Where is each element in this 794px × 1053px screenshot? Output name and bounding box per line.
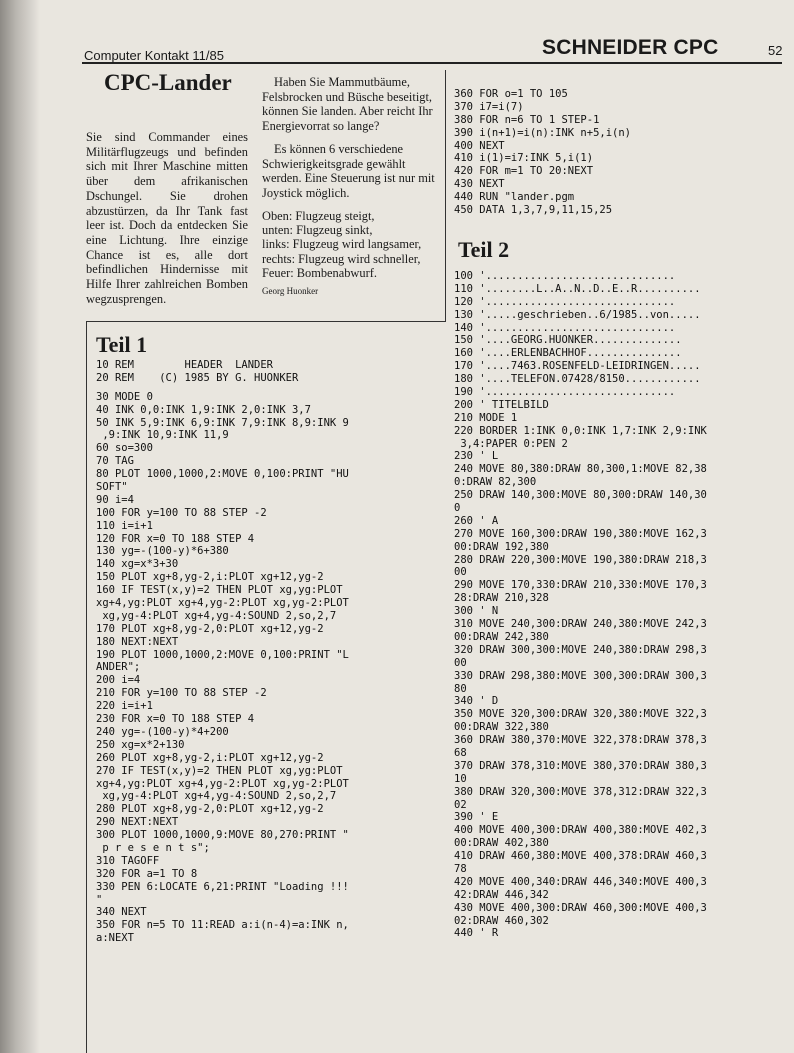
code-line: 180 NEXT:NEXT — [96, 635, 179, 648]
code-line: 00 — [454, 566, 467, 579]
code-line: 20 REM (C) 1985 BY G. HUONKER — [96, 371, 299, 384]
listing-teil2 — [454, 270, 707, 940]
code-line: 70 TAG — [96, 455, 134, 468]
code-line: 220 BORDER 1:INK 0,0:INK 1,7:INK 2,9:INK — [454, 424, 707, 437]
paragraph-3: Es können 6 verschiedene Schwierigkeitsgrade gewählt werden. Eine Steuerung ist nur mit Joystick möglich. — [262, 141, 435, 200]
code-line: " — [96, 893, 103, 906]
paragraph-2: Haben Sie Mammutbäume, Felsbrocken und Büsche beseitigt, können Sie landen. Aber reicht Ihr Energievorrat so lange? — [262, 75, 433, 134]
article-title: CPC-Lander — [104, 70, 232, 95]
code-line: 440 ' R — [454, 927, 499, 940]
code-line: 160 IF TEST(x,y)=2 THEN PLOT xg,yg:PLOT — [96, 584, 343, 597]
code-line: 320 DRAW 300,300:MOVE 240,380:DRAW 298,3 — [454, 643, 707, 656]
code-line: 78 — [454, 862, 467, 875]
code-line: xg,yg-4:PLOT xg+4,yg-4:SOUND 2,so,2,7 — [96, 609, 337, 622]
control-left: links: Flugzeug wird langsamer, — [262, 237, 422, 252]
code-line: 3,4:PAPER 0:PEN 2 — [454, 437, 568, 450]
code-line: xg+4,yg:PLOT xg+4,yg-2:PLOT xg,yg-2:PLOT — [96, 597, 349, 610]
code-line: 400 NEXT — [454, 139, 505, 152]
code-line: 320 FOR a=1 TO 8 — [96, 867, 198, 880]
code-line: 160 '....ERLENBACHHOF............... — [454, 347, 682, 360]
code-line: 0:DRAW 82,300 — [454, 476, 537, 489]
code-line: 130 '.....geschrieben..6/1985..von..... — [454, 308, 701, 321]
code-line: 290 NEXT:NEXT — [96, 816, 179, 829]
code-line: 280 PLOT xg+8,yg-2,0:PLOT xg+12,yg-2 — [96, 803, 324, 816]
code-line: 450 DATA 1,3,7,9,11,15,25 — [454, 204, 613, 217]
code-line: 410 i(1)=i7:INK 5,i(1) — [454, 152, 594, 165]
code-line: 140 '.............................. — [454, 321, 676, 334]
code-line: 340 ' D — [454, 695, 499, 708]
listing-teil1 — [96, 359, 349, 945]
code-line: 50 INK 5,9:INK 6,9:INK 7,9:INK 8,9:INK 9 — [96, 416, 349, 429]
code-line: 00:DRAW 322,380 — [454, 721, 549, 734]
code-line: 310 MOVE 240,300:DRAW 240,380:MOVE 242,3 — [454, 618, 707, 631]
code-line: 210 MODE 1 — [454, 411, 518, 424]
code-line: 00:DRAW 242,380 — [454, 630, 549, 643]
code-line: 290 MOVE 170,330:DRAW 210,330:MOVE 170,3 — [454, 579, 707, 592]
code-line: 280 DRAW 220,300:MOVE 190,380:DRAW 218,3 — [454, 553, 707, 566]
code-line: ,9:INK 10,9:INK 11,9 — [96, 429, 229, 442]
code-line: 60 so=300 — [96, 442, 153, 455]
intro-paragraph: Sie sind Commander eines Militärflugzeugs und befinden sich mit Ihrer Maschine mitten über dem afrikanischen Dschungel. Sie drohen abzustürzen, da Ihr Tank fast leer ist. Doch da entdecken Sie eine Lichtung. Ihre einzige Chance ist es, alle dort befindlichen Hindernisse mit Hilfe Ihrer zahlreichen Bomben wegzusprengen. — [86, 130, 248, 306]
section-title: SCHNEIDER CPC — [542, 36, 719, 59]
article-column-2 — [262, 75, 440, 299]
article-column-1 — [86, 130, 248, 314]
code-line: ANDER"; — [96, 661, 141, 674]
code-line: 10 REM HEADER LANDER — [96, 359, 274, 371]
code-line: 390 i(n+1)=i(n):INK n+5,i(n) — [454, 126, 632, 139]
control-down: unten: Flugzeug sinkt, — [262, 222, 373, 237]
code-line: 270 IF TEST(x,y)=2 THEN PLOT xg,yg:PLOT — [96, 764, 343, 777]
code-line: 200 ' TITELBILD — [454, 398, 549, 411]
code-line: 90 i=4 — [96, 493, 134, 506]
code-line: 240 yg=-(100-y)*4+200 — [96, 725, 229, 738]
code-line: xg,yg-4:PLOT xg+4,yg-4:SOUND 2,so,2,7 — [96, 790, 337, 803]
code-line: 68 — [454, 746, 467, 759]
code-line: 140 xg=x*3+30 — [96, 558, 179, 571]
code-line: 80 — [454, 682, 467, 695]
code-line: 270 MOVE 160,300:DRAW 190,380:MOVE 162,3 — [454, 527, 707, 540]
code-line: 420 FOR m=1 TO 20:NEXT — [454, 165, 594, 178]
code-line: 02 — [454, 798, 467, 811]
code-line: 250 xg=x*2+130 — [96, 738, 185, 751]
page-binding-shadow — [0, 0, 40, 1053]
code-line: 300 PLOT 1000,1000,9:MOVE 80,270:PRINT " — [96, 829, 349, 842]
code-line: 420 MOVE 400,340:DRAW 446,340:MOVE 400,3 — [454, 875, 707, 888]
code-line: 210 FOR y=100 TO 88 STEP -2 — [96, 687, 267, 700]
code-line: 430 NEXT — [454, 178, 505, 191]
code-line: xg+4,yg:PLOT xg+4,yg-2:PLOT xg,yg-2:PLOT — [96, 777, 349, 790]
code-line: 330 PEN 6:LOCATE 6,21:PRINT "Loading !!! — [96, 880, 349, 893]
code-line: 190 PLOT 1000,1000,2:MOVE 0,100:PRINT "L — [96, 648, 349, 661]
frame-divider-horizontal — [86, 321, 446, 322]
code-line: 240 MOVE 80,380:DRAW 80,300,1:MOVE 82,38 — [454, 463, 707, 476]
code-line: 360 DRAW 380,370:MOVE 322,378:DRAW 378,3 — [454, 734, 707, 747]
code-line: 430 MOVE 400,300:DRAW 460,300:MOVE 400,3 — [454, 901, 707, 914]
magazine-issue: Computer Kontakt 11/85 — [84, 48, 224, 63]
code-line: 40 INK 0,0:INK 1,9:INK 2,0:INK 3,7 — [96, 403, 311, 416]
code-line: 80 PLOT 1000,1000,2:MOVE 0,100:PRINT "HU — [96, 468, 349, 481]
code-line: 170 PLOT xg+8,yg-2,0:PLOT xg+12,yg-2 — [96, 622, 324, 635]
code-line: 100 FOR y=100 TO 88 STEP -2 — [96, 506, 267, 519]
code-line: 120 FOR x=0 TO 188 STEP 4 — [96, 532, 255, 545]
code-line: 310 TAGOFF — [96, 854, 160, 867]
code-line: 150 '....GEORG.HUONKER.............. — [454, 334, 682, 347]
code-line: 410 DRAW 460,380:MOVE 400,378:DRAW 460,3 — [454, 850, 707, 863]
code-line: 02:DRAW 460,302 — [454, 914, 549, 927]
code-line: 380 FOR n=6 TO 1 STEP-1 — [454, 113, 600, 126]
control-up: Oben: Flugzeug steigt, — [262, 208, 375, 223]
code-line: 120 '.............................. — [454, 295, 676, 308]
code-line: 170 '....7463.ROSENFELD-LEIDRINGEN..... — [454, 360, 701, 373]
page-header — [82, 34, 782, 64]
code-line: 30 MODE 0 — [96, 390, 153, 403]
code-line: 230 FOR x=0 TO 188 STEP 4 — [96, 713, 255, 726]
code-line: 260 ' A — [454, 514, 499, 527]
code-line: 370 DRAW 378,310:MOVE 380,370:DRAW 380,3 — [454, 759, 707, 772]
code-line: 360 FOR o=1 TO 105 — [454, 88, 568, 100]
code-line: a:NEXT — [96, 932, 134, 945]
code-line: p r e s e n t s"; — [96, 841, 210, 854]
code-line: 350 MOVE 320,300:DRAW 320,380:MOVE 322,3 — [454, 708, 707, 721]
controls-list — [262, 209, 440, 280]
frame-divider-vertical — [445, 70, 446, 322]
code-line: 130 yg=-(100-y)*6+380 — [96, 545, 229, 558]
author-credit: Georg Huonker — [262, 286, 319, 297]
code-line: SOFT" — [96, 481, 128, 494]
code-line: 00 — [454, 656, 467, 669]
code-line: 250 DRAW 140,300:MOVE 80,300:DRAW 140,30 — [454, 489, 707, 502]
code-line: 00:DRAW 192,380 — [454, 540, 549, 553]
code-line: 260 PLOT xg+8,yg-2,i:PLOT xg+12,yg-2 — [96, 751, 324, 764]
code-line: 10 — [454, 772, 467, 785]
code-line: 400 MOVE 400,300:DRAW 400,380:MOVE 402,3 — [454, 824, 707, 837]
code-line: 190 '.............................. — [454, 386, 676, 399]
code-line: 390 ' E — [454, 811, 499, 824]
code-line: 440 RUN "lander.pgm — [454, 191, 575, 204]
control-fire: Feuer: Bombenabwurf. — [262, 265, 377, 280]
code-line: 0 — [454, 502, 461, 515]
control-right: rechts: Flugzeug wird schneller, — [262, 251, 421, 266]
code-line: 300 ' N — [454, 605, 499, 618]
teil1-heading: Teil 1 — [96, 332, 148, 357]
frame-divider-left — [86, 321, 87, 1053]
code-line: 180 '....TELEFON.07428/8150............ — [454, 373, 701, 386]
code-line: 340 NEXT — [96, 906, 147, 919]
code-line: 42:DRAW 446,342 — [454, 888, 549, 901]
code-line: 370 i7=i(7) — [454, 100, 524, 113]
listing-top-right — [454, 88, 631, 217]
teil2-heading: Teil 2 — [458, 237, 510, 262]
code-line: 330 DRAW 298,380:MOVE 300,300:DRAW 300,3 — [454, 669, 707, 682]
code-line: 350 FOR n=5 TO 11:READ a:i(n-4)=a:INK n, — [96, 919, 349, 932]
code-line: 00:DRAW 402,380 — [454, 837, 549, 850]
code-line: 200 i=4 — [96, 674, 141, 687]
code-line: 110 '........L..A..N..D..E..R.......... — [454, 282, 701, 295]
code-line: 380 DRAW 320,300:MOVE 378,312:DRAW 322,3 — [454, 785, 707, 798]
page-number: 52 — [768, 43, 783, 58]
code-line: 230 ' L — [454, 450, 499, 463]
code-line: 150 PLOT xg+8,yg-2,i:PLOT xg+12,yg-2 — [96, 571, 324, 584]
code-line: 28:DRAW 210,328 — [454, 592, 549, 605]
code-line: 220 i=i+1 — [96, 700, 153, 713]
code-line: 100 '.............................. — [454, 270, 676, 282]
code-line: 110 i=i+1 — [96, 519, 153, 532]
